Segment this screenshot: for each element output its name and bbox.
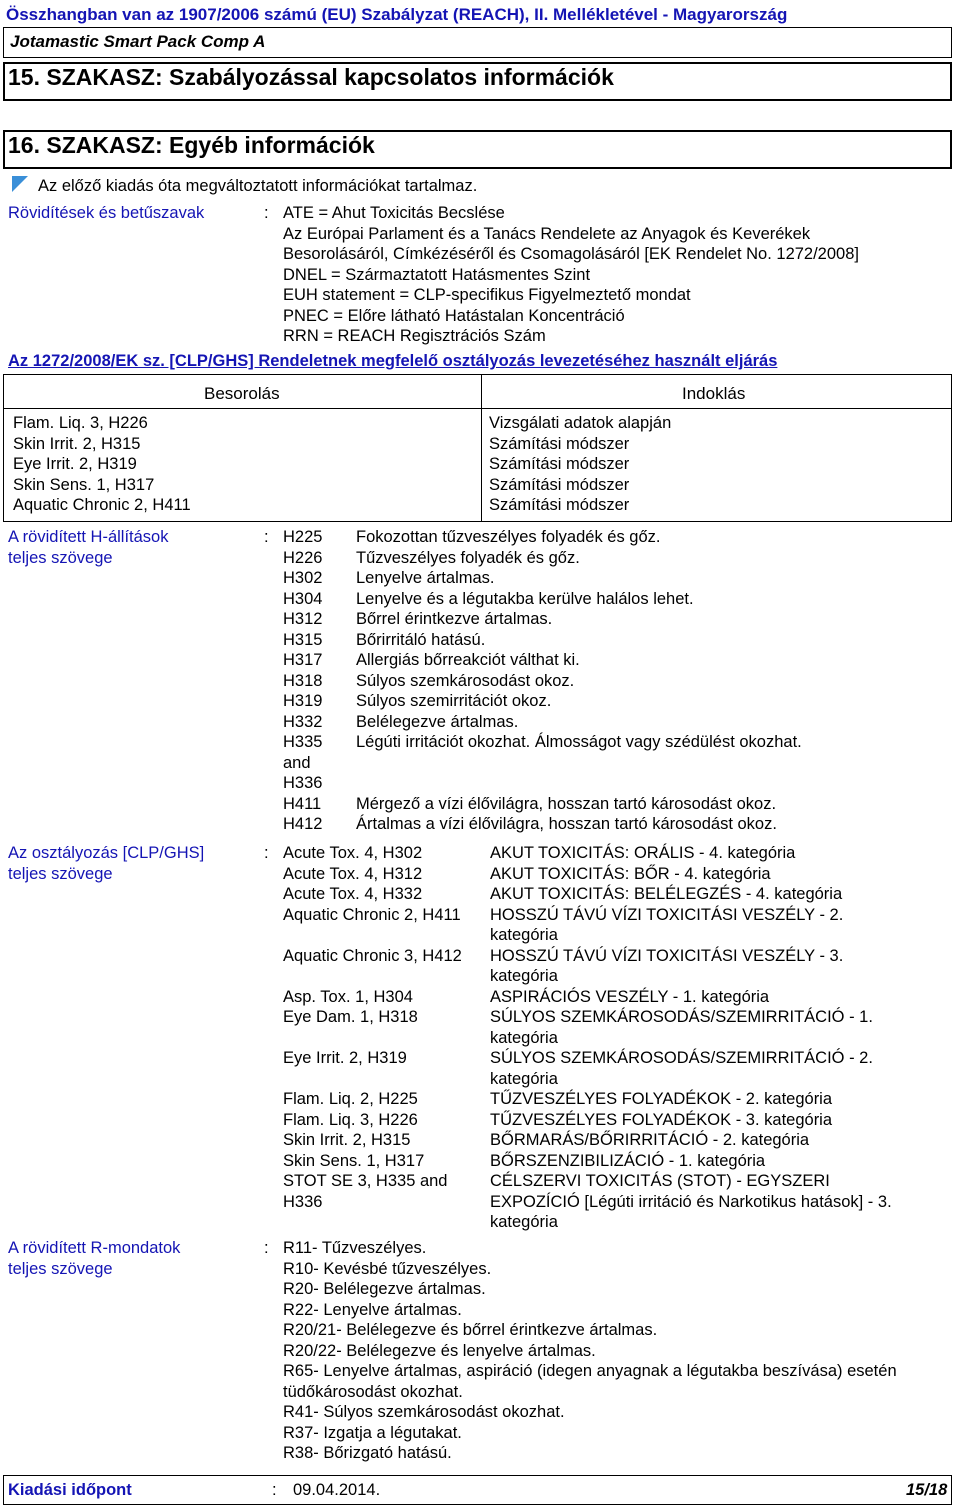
abbr-line: EUH statement = CLP-specifikus Figyelmeztető mondat (283, 286, 691, 304)
r-phrases-colon: : (264, 1239, 269, 1257)
table-cell-reason: Számítási módszer (489, 434, 630, 453)
clp-code: Asp. Tox. 1, H304 (283, 987, 413, 1006)
clp-code: Eye Dam. 1, H318 (283, 1008, 418, 1026)
issue-date-value: 09.04.2014. (293, 1481, 381, 1499)
clp-code: Flam. Liq. 2, H225 (283, 1090, 418, 1108)
clp-text: BŐRMARÁS/BŐRIRRITÁCIÓ - 2. kategória (490, 1131, 810, 1149)
r-phrase: R41- Súlyos szemkárosodást okozhat. (283, 1403, 565, 1421)
table-cell-classification: Eye Irrit. 2, H319 (13, 455, 137, 473)
r-phrase-cont: tüdőkárosodást okozhat. (283, 1382, 463, 1401)
clp-text-cont: EXPOZÍCIÓ [Légúti irritáció és Narkotikus hatások] - 3. (490, 1192, 892, 1211)
h-text: Légúti irritációt okozhat. Álmosságot vagy szédülést okozhat. (356, 733, 802, 751)
r-phrase: R38- Bőrizgató hatású. (283, 1444, 452, 1462)
table-header-besorolas: Besorolás (204, 384, 280, 403)
clp-text: HOSSZÚ TÁVÚ VÍZI TOXICITÁSI VESZÉLY - 2. (490, 905, 844, 924)
r-phrase: R20- Belélegezve ártalmas. (283, 1280, 486, 1298)
h-text: Súlyos szemirritációt okoz. (356, 692, 552, 710)
clp-code: Skin Irrit. 2, H315 (283, 1131, 411, 1149)
h-code: H318 (283, 671, 323, 690)
h-code: H312 (283, 610, 323, 628)
h-code: H225 (283, 528, 323, 546)
h-code: H315 (283, 630, 323, 649)
h-code: H335 (283, 733, 323, 751)
h-code: H226 (283, 548, 323, 567)
h-code: H332 (283, 712, 323, 731)
clp-text: HOSSZÚ TÁVÚ VÍZI TOXICITÁSI VESZÉLY - 3. (490, 946, 844, 965)
clp-text-cont: kategória (490, 1069, 558, 1088)
clp-colon: : (264, 844, 269, 862)
clp-text: TŰZVESZÉLYES FOLYADÉKOK - 3. kategória (490, 1110, 833, 1129)
table-column-divider (481, 374, 482, 522)
product-name: Jotamastic Smart Pack Comp A (10, 32, 266, 51)
triangle-marker-icon (12, 176, 28, 192)
clp-code: STOT SE 3, H335 and (283, 1172, 448, 1190)
h-text: Súlyos szemkárosodást okoz. (356, 671, 575, 690)
clp-text: SÚLYOS SZEMKÁROSODÁS/SZEMIRRITÁCIÓ - 1. (490, 1008, 873, 1026)
clp-text: AKUT TOXICITÁS: BELÉLEGZÉS - 4. kategória (490, 885, 843, 903)
section-15-title: 15. SZAKASZ: Szabályozással kapcsolatos információk (8, 64, 614, 90)
r-phrase: R10- Kevésbé tűzveszélyes. (283, 1259, 492, 1278)
abbr-line: PNEC = Előre látható Hatástalan Koncentráció (283, 306, 625, 325)
h-code: H317 (283, 651, 323, 669)
table-cell-classification: Flam. Liq. 3, H226 (13, 414, 148, 432)
clp-text: AKUT TOXICITÁS: BŐR - 4. kategória (490, 864, 771, 883)
h-text: Lenyelve ártalmas. (356, 569, 495, 587)
h-text: Mérgező a vízi élővilágra, hosszan tartó károsodást okoz. (356, 794, 777, 813)
abbr-line: ATE = Ahut Toxicitás Becslése (283, 204, 505, 222)
h-statements-colon: : (264, 528, 269, 546)
clp-code: Aquatic Chronic 3, H412 (283, 946, 462, 965)
clp-text: CÉLSZERVI TOXICITÁS (STOT) - EGYSZERI (490, 1172, 830, 1190)
issue-date-colon: : (272, 1481, 277, 1499)
h-text: Tűzveszélyes folyadék és gőz. (356, 548, 580, 567)
r-phrase: R11- Tűzveszélyes. (283, 1239, 427, 1257)
r-phrases-label-2: teljes szövege (8, 1259, 113, 1278)
r-phrase: R20/22- Belélegezve és lenyelve ártalmas. (283, 1341, 596, 1360)
h-statements-label: A rövidített H-állítások (8, 528, 169, 546)
h-statements-label-2: teljes szövege (8, 548, 113, 567)
abbr-line: DNEL = Származtatott Hatásmentes Szint (283, 265, 591, 284)
clp-text: AKUT TOXICITÁS: ORÁLIS - 4. kategória (490, 844, 796, 862)
abbreviations-label: Rövidítések és betűszavak (8, 204, 205, 222)
h-code: H304 (283, 589, 323, 608)
table-cell-reason: Számítási módszer (489, 475, 630, 494)
clp-code-cont: H336 (283, 1192, 323, 1211)
h-text: Belélegezve ártalmas. (356, 712, 519, 731)
abbr-line: Az Európai Parlament és a Tanács Rendelete az Anyagok és Keverékek (283, 224, 811, 243)
table-cell-reason: Vizsgálati adatok alapján (489, 414, 672, 432)
clp-code: Aquatic Chronic 2, H411 (283, 905, 461, 924)
table-cell-classification: Skin Sens. 1, H317 (13, 475, 155, 494)
clp-code: Acute Tox. 4, H332 (283, 885, 423, 903)
h-code: H319 (283, 692, 323, 710)
clp-code: Eye Irrit. 2, H319 (283, 1049, 407, 1067)
h-code: H302 (283, 569, 323, 587)
clp-code: Acute Tox. 4, H312 (283, 864, 423, 883)
r-phrases-label: A rövidített R-mondatok (8, 1239, 181, 1257)
r-phrase: R20/21- Belélegezve és bőrrel érintkezve ártalmas. (283, 1321, 658, 1339)
h-code: H336 (283, 774, 323, 792)
h-text: Fokozottan tűzveszélyes folyadék és gőz. (356, 528, 661, 546)
footer-box (3, 1475, 952, 1505)
clp-text: BŐRSZENZIBILIZÁCIÓ - 1. kategória (490, 1151, 766, 1170)
table-header-indoklas: Indoklás (682, 384, 746, 403)
h-text: Bőrirritáló hatású. (356, 630, 486, 649)
clp-text-cont: kategória (490, 1213, 558, 1231)
issue-date-label: Kiadási időpont (8, 1481, 132, 1499)
clp-text: ASPIRÁCIÓS VESZÉLY - 1. kategória (490, 987, 770, 1006)
clp-text-cont: kategória (490, 1028, 558, 1047)
abbr-line: Besorolásáról, Címkézéséről és Csomagolásáról [EK Rendelet No. 1272/2008] (283, 245, 859, 263)
table-header-divider (3, 408, 952, 409)
h-text: Ártalmas a vízi élővilágra, hosszan tartó károsodást okoz. (356, 815, 777, 833)
table-cell-classification: Aquatic Chronic 2, H411 (13, 496, 191, 514)
abbreviations-colon: : (264, 204, 269, 222)
regulation-header: Összhangban van az 1907/2006 számú (EU) Szabályzat (REACH), II. Mellékletével - Magyarország (6, 5, 788, 24)
table-cell-reason: Számítási módszer (489, 496, 630, 514)
procedure-heading: Az 1272/2008/EK sz. [CLP/GHS] Rendeletnek megfelelő osztályozás levezetéséhez használt eljárás (8, 352, 778, 370)
page-number: 15/18 (906, 1481, 948, 1499)
clp-code: Acute Tox. 4, H302 (283, 844, 423, 862)
h-code: and (283, 753, 311, 772)
h-text: Lenyelve és a légutakba kerülve halálos lehet. (356, 589, 694, 608)
h-text: Allergiás bőrreakciót válthat ki. (356, 651, 580, 669)
clp-text: SÚLYOS SZEMKÁROSODÁS/SZEMIRRITÁCIÓ - 2. (490, 1049, 873, 1067)
h-code: H411 (283, 794, 322, 813)
table-cell-classification: Skin Irrit. 2, H315 (13, 434, 141, 453)
abbr-line: RRN = REACH Regisztrációs Szám (283, 327, 546, 345)
section-16-title: 16. SZAKASZ: Egyéb információk (8, 132, 375, 158)
clp-code: Flam. Liq. 3, H226 (283, 1110, 418, 1129)
h-code: H412 (283, 815, 323, 833)
r-phrase: R65- Lenyelve ártalmas, aspiráció (idegen anyagnak a légutakba beszívása) esetén (283, 1362, 897, 1380)
clp-code: Skin Sens. 1, H317 (283, 1151, 425, 1170)
changed-note: Az előző kiadás óta megváltoztatott információkat tartalmaz. (38, 177, 478, 195)
r-phrase: R37- Izgatja a légutakat. (283, 1423, 462, 1442)
clp-text-cont: kategória (490, 967, 558, 985)
table-cell-reason: Számítási módszer (489, 455, 630, 473)
clp-text-cont: kategória (490, 926, 558, 944)
h-text: Bőrrel érintkezve ártalmas. (356, 610, 553, 628)
clp-text: TŰZVESZÉLYES FOLYADÉKOK - 2. kategória (490, 1090, 833, 1108)
clp-label-2: teljes szövege (8, 864, 113, 883)
clp-label: Az osztályozás [CLP/GHS] (8, 844, 205, 862)
r-phrase: R22- Lenyelve ártalmas. (283, 1300, 462, 1319)
